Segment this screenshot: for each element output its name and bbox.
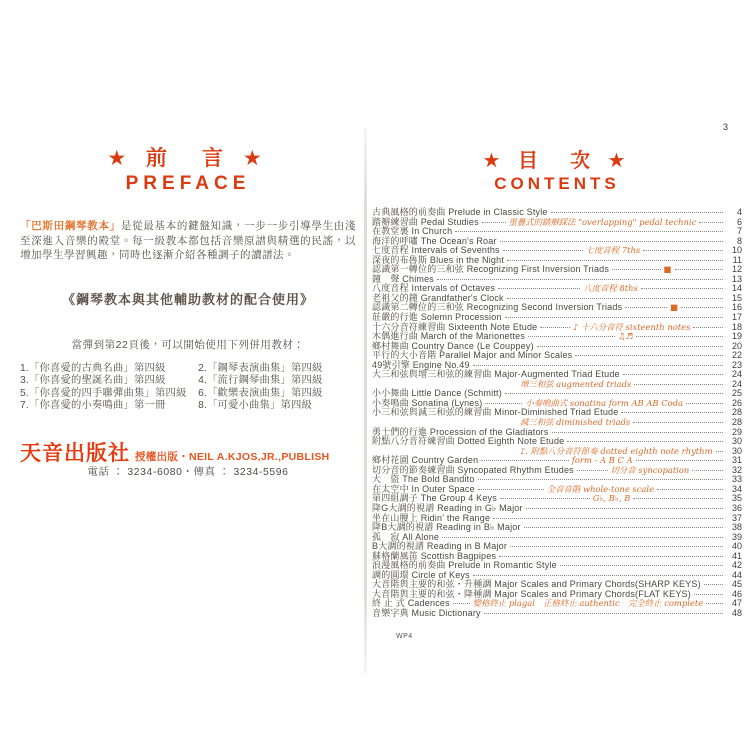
toc-entry-title: 古典風格的前奏曲 Prelude in Classic Style [372,207,548,217]
toc-page-number: 28 [731,417,742,428]
dot-leader [699,222,723,223]
toc-entry-title: 坐在山腰上 Ridin' the Range [372,512,491,523]
toc-entry-title: 大 盜 The Bold Bandito [372,474,475,485]
toc-annotation: ■ [670,302,679,313]
preface-title-en: PREFACE [125,173,251,194]
toc-entry-title: 深夜的布魯斯 Blues in the Night [372,254,505,265]
dot-leader [485,403,522,404]
toc-entry-title: 平行的大小音階 Parallel Major and Minor Scales [372,350,573,361]
toc-entry-title: B大調的視譜 Reading in B Major [372,541,508,552]
toc-page-number: 18 [732,321,743,332]
dot-leader [657,489,723,490]
material-item: 7.「你喜愛的小奏鳴曲」第一冊 [20,400,166,411]
toc-page-number: 11 [732,254,742,265]
preface-title-zh: ★ 前 言 ★ [107,147,269,170]
toc-page-number: 44 [731,569,742,580]
dot-leader [540,327,570,328]
toc-page-number: 16 [731,302,742,313]
dot-leader [633,498,723,499]
dot-leader [484,613,723,614]
toc-annotation: ♫♬ [618,331,634,342]
toc-page-number: 7 [736,226,742,237]
toc-page-number: 25 [731,388,742,399]
toc-entry-title: 終 止 式 Cadences [372,598,450,609]
publisher-name: 天音出版社 [20,441,130,465]
toc-entry-title: 浪漫風格的前奏曲 Prelude in Romantic Style [372,560,557,571]
dot-leader [552,432,723,433]
dot-leader [681,307,723,308]
toc-page-number: 42 [731,560,742,571]
toc-page-number: 34 [731,483,742,494]
toc-entry-title: 音樂字典 Music Dictionary [372,607,481,618]
publisher-phone: 電話 ： 3234-6080・傳真 ： 3234-5596 [87,466,289,478]
toc-entry-title: 調的圓環 Circle of Keys [372,569,470,580]
toc-page-number: 6 [736,216,742,227]
dot-leader [442,537,723,538]
material-item: 8.「可愛小曲集」第四級 [198,400,313,411]
toc-entry-title: 木偶進行曲 March of the Marionettes [372,331,526,342]
toc-entry-title: 老祖父的鐘 Grandfather's Clock [372,292,504,303]
toc-page-number: 32 [731,464,742,475]
toc-page-number: 20 [731,340,742,351]
toc-entry-title: 十六分音符練習曲 Sixteenth Note Etude [372,321,538,332]
materials-row [20,363,356,376]
dot-leader [507,260,723,261]
material-item: 2.「鋼琴表演曲集」第四級 [198,362,323,374]
toc-entry-title: 在太空中 In Outer Space [372,483,475,494]
dot-leader [500,241,723,242]
toc-annotation: 切分音 syncopation [610,464,690,475]
toc-entry-title: 降B大調的視譜 Reading in B♭ Major [372,522,521,533]
toc-page-number: 22 [731,350,742,361]
toc-entry-title: 海洋的呼嘯 The Ocean's Roar [372,235,497,246]
toc-page-number: 14 [732,283,743,294]
toc-annotation: ■ [663,264,672,275]
toc-page-number: 39 [731,531,742,542]
toc-page-number: 46 [731,588,742,599]
toc-page-number: 13 [731,273,742,284]
dot-leader [499,556,723,557]
page-number: 3 [722,122,728,132]
more-materials-line: 當彈到第22頁後，可以開始使用下列併用教材： [71,338,305,351]
toc-annotation: form - A B C A [571,455,633,466]
toc-page-number: 40 [731,541,742,552]
companion-section-title: 《鋼琴教本與其他輔助教材的配合使用》 [61,291,314,307]
toc-page-number: 38 [731,522,742,533]
toc-page-number: 23 [731,359,742,370]
dot-leader [505,317,723,318]
dot-leader [686,403,723,404]
dot-leader [473,575,723,576]
toc-annotation: 重疊式的踏瓣踩法 "overlapping" pedal technic [508,216,697,227]
toc-page-number: 30 [731,436,742,447]
toc-entry-title: 小三和弦與減三和弦的練習曲 Minor-Diminished Triad Etude [372,407,619,418]
dot-leader [675,269,724,270]
dot-leader [623,374,723,375]
materials-list [20,363,356,413]
toc-entry-title: 八度音程 Intervals of Octaves [372,283,496,294]
contents-header [372,144,742,194]
toc-entry-title: 大音階與主要的和弦・降種調 Major Scales and Primary Chords(FLAT KEYS) [372,588,691,599]
toc-annotation: 變格終止 plagal 正格終止 authentic 完全終止 complete [472,598,704,609]
material-item: 1.「你喜愛的古典名曲」第四級 [20,362,166,374]
dot-leader [478,489,544,490]
dot-leader [641,288,723,289]
toc-entry-title: 鐘 聲 Chimes [372,273,435,284]
dot-leader [500,498,590,499]
dot-leader [551,212,723,213]
toc-entry-title: 切分音的節奏練習曲 Syncopated Rhythm Etudes [372,464,574,475]
book-name-lead: 「巴斯田鋼琴教本」 [20,220,121,232]
dot-leader [716,451,723,452]
toc-annotation: 增三和弦 augmented triads [520,378,632,389]
toc-entry [372,609,742,619]
toc-page-number: 41 [731,550,742,561]
toc-page-number: 45 [731,579,742,590]
dot-leader [537,346,723,347]
publisher-block [20,437,356,479]
plate-number: WP4 [396,632,413,640]
toc-entry-title: 勇士們的行進 Procession of the Gladiators [372,426,549,437]
dot-leader [636,336,723,337]
dot-leader [453,603,470,604]
toc-page-number: 19 [732,331,743,342]
toc-page-number: 35 [732,493,743,504]
toc-page-number: 4 [736,207,742,217]
dot-leader [505,393,723,394]
toc-annotation: 八度音程 8ths [583,283,638,294]
dot-leader [612,269,661,270]
toc-page-number: 48 [731,607,742,618]
toc-entry-title: 在教堂裏 In Church [372,226,453,237]
toc-entry-title: 鄉村花園 Country Garden [372,455,479,466]
toc-page-number: 30 [731,445,742,456]
dot-leader [621,412,723,413]
toc-annotation: 減三和弦 diminished triads [520,417,631,428]
toc-entry-title: 附點八分音符練習曲 Dotted Eighth Note Etude [372,436,565,447]
dot-leader [478,479,723,480]
dot-leader [473,365,723,366]
material-item: 3.「你喜愛的聖誕名曲」第四級 [20,375,166,386]
toc-page-number: 8 [736,235,742,246]
toc-entry-title: 莊嚴的行進 Solemn Procession [372,312,502,323]
toc-annotation: 全音音階 whole-tone scale [546,483,655,494]
toc-page-number: 24 [731,369,742,380]
table-of-contents [372,208,742,619]
preface-header [20,142,356,195]
contents-title-zh: ★ 目 次 ★ [482,150,632,172]
dot-leader [455,231,723,232]
dot-leader [560,565,723,566]
contents-title-en: CONTENTS [494,174,620,193]
toc-entry-title: 踏瓣練習曲 Pedal Studies [372,216,479,227]
toc-page-number: 31 [732,455,743,466]
toc-page-number: 37 [731,512,742,523]
toc-entry-title: 小奏鳴曲 Sonatina (Lynes) [372,397,483,408]
toc-page-number: 33 [731,474,742,485]
publisher-license: 授權出版・NEIL A.KJOS,JR.,PUBLISH [135,450,330,463]
toc-entry-title: 認識第二轉位的三和弦 Recognizing Second Inversion Triads [372,302,623,313]
dot-leader [437,279,723,280]
toc-page-number: 24 [731,378,742,389]
dot-leader [482,222,506,223]
dot-leader [577,470,608,471]
dot-leader [503,250,583,251]
toc-page-number: 10 [731,245,742,256]
dot-leader [636,460,723,461]
dot-leader [524,527,723,528]
dot-leader [493,518,723,519]
toc-annotation: ♪. 附點八分音符節奏 dotted eighth note rhythm [520,445,713,456]
materials-row [20,375,356,388]
toc-entry-title: 大三和弦與增三和弦的練習曲 Major-Augmented Triad Etude [372,369,620,380]
toc-entry-title: 認識第一轉位的三和弦 Recognizing First Inversion Triads [372,264,610,275]
toc-page-number: 15 [731,292,742,303]
dot-leader [634,384,723,385]
dot-leader [643,250,723,251]
toc-page-number: 36 [731,502,742,513]
dot-leader [498,288,580,289]
preface-intro [20,219,356,263]
dot-leader [633,422,723,423]
material-item: 5.「你喜愛的四手聯彈曲集」第四級 [20,387,187,399]
dot-leader [706,603,723,604]
toc-page-number: 26 [731,397,742,408]
toc-entry-title: 大音階與主要的和弦・升種調 Major Scales and Primary Chords(SHARP KEYS) [372,579,701,590]
toc-entry-title: 孤 寂 All Alone [372,531,440,542]
contents-page [372,118,742,640]
dot-leader [693,327,723,328]
toc-page-number: 17 [731,312,742,323]
material-item: 6.「歡樂表演曲集」第四級 [198,387,323,399]
dot-leader [481,460,568,461]
dot-leader [625,307,667,308]
toc-page-number: 29 [731,426,742,437]
toc-entry-title: 七度音程 Intervals of Sevenths [372,245,500,256]
dot-leader [510,546,723,547]
toc-entry-title: 鄉村舞曲 Country Dance (Le Couppey) [372,340,534,351]
dot-leader [694,594,723,595]
dot-leader [575,355,723,356]
toc-entry-title: 降G大調的視譜 Reading in G♭ Major [372,502,523,513]
dot-leader [528,336,615,337]
toc-entry-title: 第四組調子 The Group 4 Keys [372,493,497,504]
toc-entry-title: 小小舞曲 Little Dance (Schmitt) [372,388,502,399]
toc-entry-title: 蘇格蘭風笛 Scottish Bagpipes [372,550,497,561]
dot-leader [526,508,723,509]
dot-leader [567,441,723,442]
toc-annotation: 小奏鳴曲式 sonatina form AB AB Coda [525,397,684,408]
preface-intro-body: 是從最基本的鍵盤知識，一步一步引導學生由淺至深進入音樂的殿堂。每一級教本都包括音樂原譜與精選的民謠，以增加學生學習興趣，同時也逐漸介紹各種調子的讀譜法。 [20,220,357,261]
preface-page [20,142,356,478]
toc-annotation: ♪ 十六分音符 sixteenth notes [572,321,691,332]
dot-leader [704,584,723,585]
book-gutter-shadow [364,128,367,673]
materials-row [20,400,356,413]
toc-page-number: 28 [731,407,742,418]
publisher-line [20,437,356,467]
materials-row [20,388,356,401]
toc-page-number: 47 [732,598,743,609]
dot-leader [692,470,723,471]
toc-annotation: 七度音程 7ths [585,245,641,256]
toc-annotation: G♭, B♭, B [592,493,631,504]
material-item: 4.「流行鋼琴曲集」第四級 [198,375,323,386]
toc-entry-title: 49號引擎 Engine No.49 [372,359,470,370]
toc-page-number: 12 [732,264,743,275]
dot-leader [507,298,723,299]
